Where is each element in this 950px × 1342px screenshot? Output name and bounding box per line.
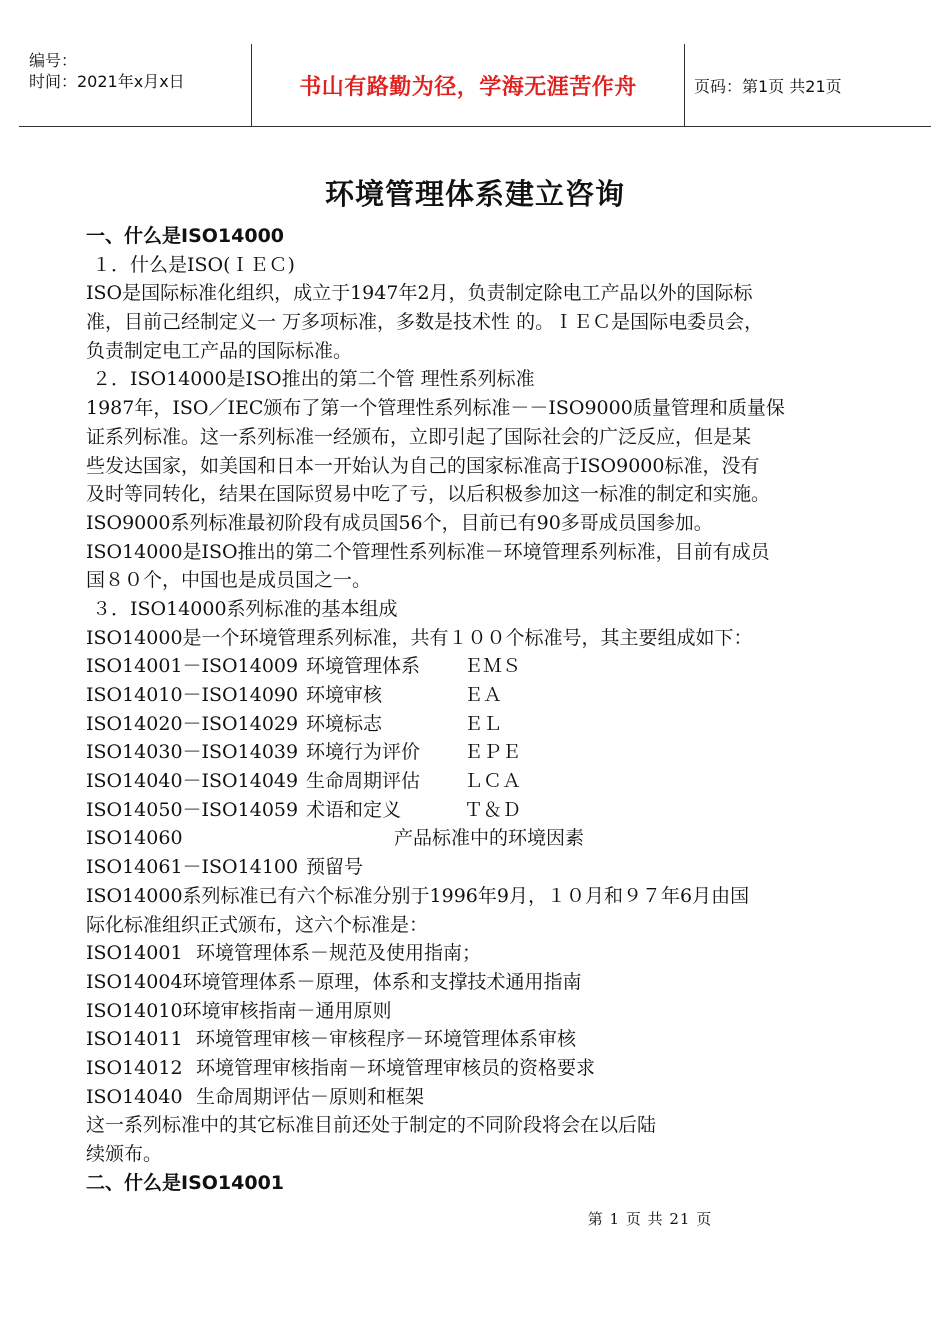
paragraph-line: ISO是国际标准化组织，成立于1947年2月，负责制定除电工产品以外的国际标 — [86, 282, 753, 305]
published-title: 生命周期评估－原则和框架 — [196, 1085, 425, 1108]
published-title: 环境管理审核－审核程序－环境管理体系审核 — [196, 1028, 577, 1051]
standard-abbr: ＥＡ — [464, 684, 503, 706]
header-motto: 书山有路勤为径，学海无涯苦作舟 — [299, 74, 637, 100]
published-code: ISO14004 — [86, 970, 183, 993]
standard-name: 环境行为评价 — [306, 741, 421, 764]
standard-code: ISO14010－ISO14090 — [86, 684, 299, 706]
standard-abbr: Ｔ＆Ｄ — [464, 798, 522, 821]
paragraph-line: 1987年，ISO／IEC颁布了第一个管理性系列标准－－ISO9000质量管理和质量保 — [86, 397, 785, 420]
standard-code: ISO14060 — [86, 827, 183, 850]
standard-name: 术语和定义 — [306, 798, 402, 821]
published-title: 环境审核指南－通用原则 — [182, 999, 392, 1022]
standard-code: ISO14001－ISO14009 — [86, 655, 299, 678]
subheading-2: ２．ISO14000是ISO推出的第二个管 理性系列标准 — [92, 368, 535, 391]
paragraph-line: 及时等同转化，结果在国际贸易中吃了亏，以后积极参加这一标准的制定和实施。 — [86, 483, 771, 506]
published-standard — [86, 968, 876, 997]
standard-name: 环境标志 — [306, 712, 383, 735]
published-standard — [86, 939, 876, 968]
published-standard — [86, 1025, 876, 1054]
standard-abbr: ＬＣＡ — [464, 770, 522, 793]
paragraph-line: 证系列标准。这一系列标准一经颁布，立即引起了国际社会的广泛反应，但是某 — [86, 425, 752, 448]
paragraph-line: 负责制定电工产品的国际标准。 — [86, 339, 353, 362]
standard-abbr: ＥＬ — [464, 712, 503, 735]
standard-name: 生命周期评估 — [306, 770, 421, 793]
page-header — [19, 44, 931, 127]
published-standard — [86, 1054, 876, 1083]
published-title: 环境管理体系－原理，体系和支撑技术通用指南 — [182, 970, 582, 993]
paragraph-line: 这一系列标准中的其它标准目前还处于制定的不同阶段将会在以后陆 — [86, 1114, 657, 1137]
page-footer: 第 1 页 共 21 页 — [587, 1210, 713, 1228]
published-standard — [86, 997, 876, 1026]
doc-number-label: 编号： — [29, 51, 78, 70]
standard-name: 产品标准中的环境因素 — [394, 827, 585, 850]
published-standard — [86, 1083, 876, 1112]
paragraph-line: 准，目前己经制定义一 万多项标准，多数是技术性 的。ＩＥＣ是国际电委员会， — [86, 311, 764, 334]
header-page-info: 页码：第1页 共21页 — [694, 76, 842, 96]
standard-code: ISO14040－ISO14049 — [86, 770, 299, 793]
paragraph-line: 续颁布。 — [86, 1143, 163, 1165]
subheading-1: １．什么是ISO(ＩＥＣ) — [92, 253, 295, 276]
document-title: 环境管理体系建立咨询 — [324, 177, 625, 211]
header-meta-cell — [19, 44, 251, 126]
standard-row — [86, 710, 876, 739]
standard-code: ISO14030－ISO14039 — [86, 741, 299, 764]
standard-abbr: ＥＭＳ — [464, 655, 522, 678]
published-code: ISO14040 — [86, 1085, 183, 1108]
published-title: 环境管理审核指南－环境管理审核员的资格要求 — [196, 1056, 596, 1079]
subheading-3: ３．ISO14000系列标准的基本组成 — [92, 597, 398, 620]
standard-code: ISO14050－ISO14059 — [86, 798, 299, 821]
paragraph-line: ISO14000是一个环境管理系列标准，共有１００个标准号，其主要组成如下： — [86, 626, 753, 649]
doc-time-label: 时间：2021年x月x日 — [29, 72, 185, 91]
published-code: ISO14012 — [86, 1056, 183, 1079]
paragraph-line: 国８０个，中国也是成员国之一。 — [86, 569, 372, 592]
standard-name: 预留号 — [306, 856, 364, 879]
standard-row — [86, 853, 876, 882]
paragraph-line: 际化标准组织正式颁布，这六个标准是： — [86, 913, 429, 936]
standard-code: ISO14020－ISO14029 — [86, 712, 299, 735]
standard-row — [86, 652, 876, 681]
paragraph-line: ISO9000系列标准最初阶段有成员国56个，目前已有90多哥成员国参加。 — [86, 511, 713, 534]
paragraph-line: ISO14000是ISO推出的第二个管理性系列标准－环境管理系列标准，目前有成员 — [86, 540, 770, 563]
published-title: 环境管理体系－规范及使用指南； — [196, 942, 482, 965]
standard-row — [86, 738, 876, 767]
standard-row — [86, 796, 876, 825]
standard-name: 环境管理体系 — [306, 655, 421, 678]
section-heading-1: 一、什么是ISO14000 — [86, 225, 285, 247]
published-code: ISO14011 — [86, 1028, 183, 1051]
document-body — [86, 222, 876, 1197]
standard-name: 环境审核 — [306, 684, 383, 706]
standard-code: ISO14061－ISO14100 — [86, 856, 299, 879]
published-code: ISO14001 — [86, 942, 183, 965]
paragraph-line: 些发达国家，如美国和日本一开始认为自己的国家标准高于ISO9000标准，没有 — [86, 454, 760, 477]
standard-row — [86, 681, 876, 710]
standard-row — [86, 767, 876, 796]
header-page-cell — [684, 44, 931, 126]
standard-row — [86, 824, 876, 853]
header-motto-cell — [251, 44, 685, 126]
standard-abbr: ＥＰＥ — [464, 741, 522, 764]
published-code: ISO14010 — [86, 999, 183, 1022]
section-heading-2: 二、什么是ISO14001 — [86, 1171, 285, 1194]
paragraph-line: ISO14000系列标准已有六个标准分别于1996年9月，１０月和９７年6月由国 — [86, 884, 750, 907]
